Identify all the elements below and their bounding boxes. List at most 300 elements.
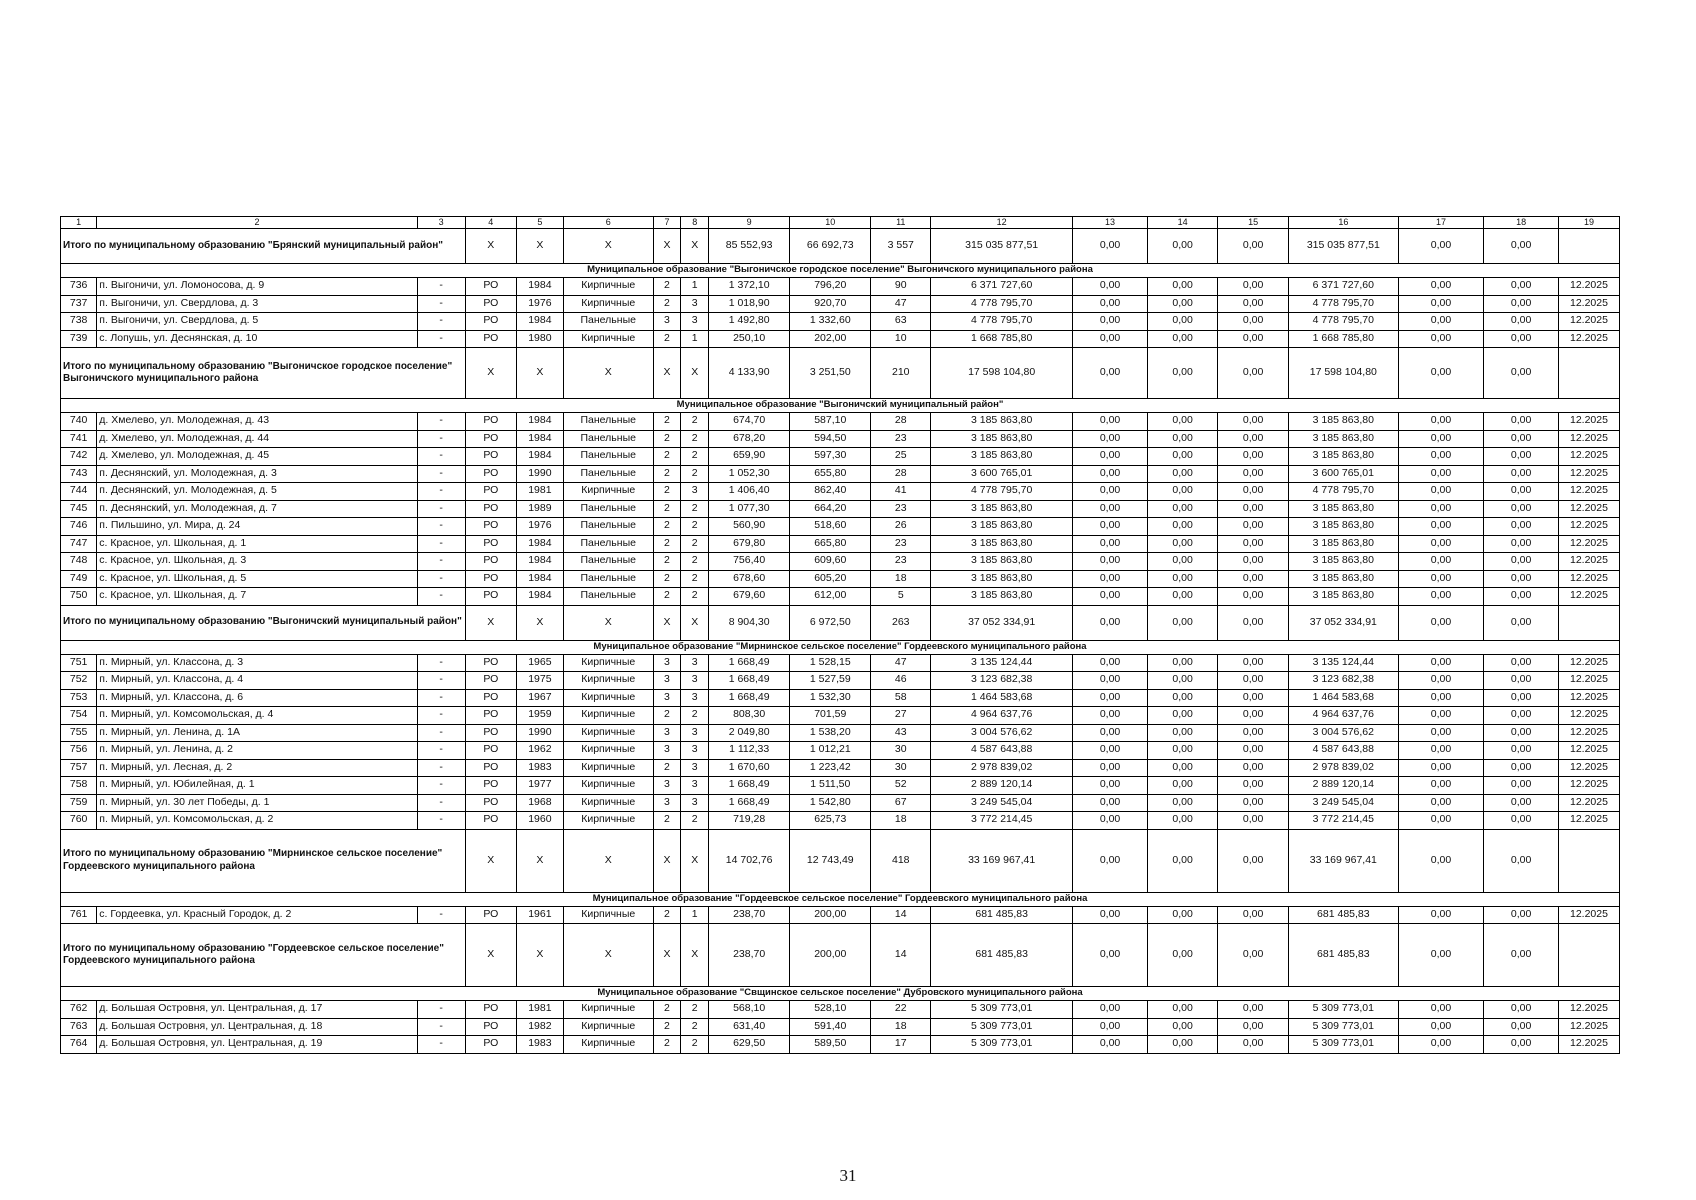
data-cell-col-10: 664,20 bbox=[790, 500, 871, 518]
data-cell-col-19: 12.2025 bbox=[1558, 1001, 1619, 1019]
data-cell-col-9: 659,90 bbox=[709, 448, 790, 466]
data-cell-col-13: 0,00 bbox=[1073, 570, 1148, 588]
data-cell-col-14: 0,00 bbox=[1147, 430, 1217, 448]
data-cell-col-3: - bbox=[417, 906, 465, 924]
data-cell-col-16: 1 464 583,68 bbox=[1288, 689, 1398, 707]
data-cell-col-17: 0,00 bbox=[1398, 430, 1483, 448]
subtotal-cell-col-6: X bbox=[563, 229, 653, 264]
data-cell-col-11: 90 bbox=[871, 278, 931, 296]
data-cell-col-7: 2 bbox=[653, 553, 681, 571]
data-cell-col-4: РО bbox=[465, 413, 516, 431]
data-cell-col-16: 3 185 863,80 bbox=[1288, 553, 1398, 571]
address-cell: п. Деснянский, ул. Молодежная, д. 3 bbox=[97, 465, 417, 483]
data-cell-col-4: РО bbox=[465, 794, 516, 812]
subtotal-cell-col-5: X bbox=[516, 348, 563, 399]
data-cell-col-4: РО bbox=[465, 295, 516, 313]
data-cell-col-8: 3 bbox=[681, 295, 709, 313]
subtotal-cell-col-4: X bbox=[465, 924, 516, 987]
address-cell: с. Гордеевка, ул. Красный Городок, д. 2 bbox=[97, 906, 417, 924]
data-cell-col-13: 0,00 bbox=[1073, 330, 1148, 348]
subtotal-cell-col-15: 0,00 bbox=[1218, 348, 1288, 399]
row-number-cell: 757 bbox=[61, 759, 97, 777]
row-number-cell: 748 bbox=[61, 553, 97, 571]
data-cell-col-8: 1 bbox=[681, 906, 709, 924]
data-cell-col-4: РО bbox=[465, 448, 516, 466]
data-cell-col-3: - bbox=[417, 1018, 465, 1036]
data-cell-col-18: 0,00 bbox=[1484, 448, 1559, 466]
data-cell-col-17: 0,00 bbox=[1398, 295, 1483, 313]
data-cell-col-5: 1976 bbox=[516, 518, 563, 536]
subtotal-cell-col-16: 315 035 877,51 bbox=[1288, 229, 1398, 264]
data-cell-col-18: 0,00 bbox=[1484, 518, 1559, 536]
data-cell-col-14: 0,00 bbox=[1147, 535, 1217, 553]
address-cell: п. Мирный, ул. Классона, д. 4 bbox=[97, 672, 417, 690]
address-cell: д. Большая Островня, ул. Центральная, д. 19 bbox=[97, 1036, 417, 1054]
data-cell-col-11: 5 bbox=[871, 588, 931, 606]
data-cell-col-14: 0,00 bbox=[1147, 413, 1217, 431]
data-cell-col-7: 3 bbox=[653, 672, 681, 690]
data-cell-col-7: 2 bbox=[653, 588, 681, 606]
section-header-row bbox=[61, 264, 1620, 278]
column-number-16: 16 bbox=[1288, 217, 1398, 229]
column-number-9: 9 bbox=[709, 217, 790, 229]
row-number-cell: 742 bbox=[61, 448, 97, 466]
data-cell-col-9: 719,28 bbox=[709, 812, 790, 830]
data-cell-col-17: 0,00 bbox=[1398, 707, 1483, 725]
data-cell-col-8: 2 bbox=[681, 707, 709, 725]
data-cell-col-12: 3 185 863,80 bbox=[931, 448, 1073, 466]
data-cell-col-12: 3 185 863,80 bbox=[931, 413, 1073, 431]
data-cell-col-6: Панельные bbox=[563, 465, 653, 483]
data-cell-col-12: 3 185 863,80 bbox=[931, 570, 1073, 588]
data-cell-col-7: 2 bbox=[653, 518, 681, 536]
data-cell-col-14: 0,00 bbox=[1147, 654, 1217, 672]
data-cell-col-11: 67 bbox=[871, 794, 931, 812]
data-cell-col-19: 12.2025 bbox=[1558, 500, 1619, 518]
section-header-row bbox=[61, 399, 1620, 413]
data-cell-col-11: 47 bbox=[871, 295, 931, 313]
data-cell-col-8: 3 bbox=[681, 724, 709, 742]
data-cell-col-3: - bbox=[417, 570, 465, 588]
table-row bbox=[61, 553, 1620, 571]
data-cell-col-13: 0,00 bbox=[1073, 518, 1148, 536]
data-cell-col-4: РО bbox=[465, 553, 516, 571]
subtotal-cell-col-10: 6 972,50 bbox=[790, 605, 871, 640]
data-cell-col-15: 0,00 bbox=[1218, 588, 1288, 606]
data-cell-col-18: 0,00 bbox=[1484, 724, 1559, 742]
data-cell-col-12: 3 185 863,80 bbox=[931, 553, 1073, 571]
data-cell-col-12: 3 600 765,01 bbox=[931, 465, 1073, 483]
table-row bbox=[61, 794, 1620, 812]
data-cell-col-12: 4 778 795,70 bbox=[931, 313, 1073, 331]
data-cell-col-14: 0,00 bbox=[1147, 313, 1217, 331]
data-cell-col-7: 2 bbox=[653, 278, 681, 296]
data-cell-col-13: 0,00 bbox=[1073, 588, 1148, 606]
data-cell-col-18: 0,00 bbox=[1484, 707, 1559, 725]
data-cell-col-16: 3 185 863,80 bbox=[1288, 430, 1398, 448]
data-cell-col-7: 2 bbox=[653, 500, 681, 518]
data-cell-col-15: 0,00 bbox=[1218, 430, 1288, 448]
subtotal-cell-col-13: 0,00 bbox=[1073, 924, 1148, 987]
data-cell-col-4: РО bbox=[465, 724, 516, 742]
data-cell-col-6: Панельные bbox=[563, 448, 653, 466]
data-cell-col-4: РО bbox=[465, 812, 516, 830]
data-cell-col-6: Панельные bbox=[563, 570, 653, 588]
data-cell-col-16: 3 185 863,80 bbox=[1288, 518, 1398, 536]
subtotal-cell-col-7: X bbox=[653, 229, 681, 264]
data-cell-col-3: - bbox=[417, 794, 465, 812]
data-cell-col-15: 0,00 bbox=[1218, 278, 1288, 296]
data-cell-col-9: 1 018,90 bbox=[709, 295, 790, 313]
data-cell-col-16: 4 778 795,70 bbox=[1288, 313, 1398, 331]
data-cell-col-5: 1976 bbox=[516, 295, 563, 313]
data-cell-col-4: РО bbox=[465, 1001, 516, 1019]
data-cell-col-12: 2 889 120,14 bbox=[931, 777, 1073, 795]
data-cell-col-4: РО bbox=[465, 518, 516, 536]
data-cell-col-19: 12.2025 bbox=[1558, 812, 1619, 830]
data-cell-col-8: 1 bbox=[681, 278, 709, 296]
data-cell-col-8: 2 bbox=[681, 465, 709, 483]
table-row bbox=[61, 535, 1620, 553]
data-cell-col-18: 0,00 bbox=[1484, 689, 1559, 707]
data-cell-col-8: 2 bbox=[681, 588, 709, 606]
data-cell-col-19: 12.2025 bbox=[1558, 518, 1619, 536]
row-number-cell: 744 bbox=[61, 483, 97, 501]
subtotal-cell-col-16: 681 485,83 bbox=[1288, 924, 1398, 987]
data-cell-col-14: 0,00 bbox=[1147, 724, 1217, 742]
data-cell-col-16: 4 587 643,88 bbox=[1288, 742, 1398, 760]
data-cell-col-14: 0,00 bbox=[1147, 1018, 1217, 1036]
data-cell-col-6: Кирпичные bbox=[563, 724, 653, 742]
data-cell-col-12: 4 778 795,70 bbox=[931, 295, 1073, 313]
data-cell-col-15: 0,00 bbox=[1218, 906, 1288, 924]
subtotal-cell-col-8: X bbox=[681, 229, 709, 264]
data-cell-col-5: 1977 bbox=[516, 777, 563, 795]
address-cell: д. Хмелево, ул. Молодежная, д. 43 bbox=[97, 413, 417, 431]
data-cell-col-18: 0,00 bbox=[1484, 654, 1559, 672]
data-cell-col-8: 2 bbox=[681, 413, 709, 431]
address-cell: д. Хмелево, ул. Молодежная, д. 44 bbox=[97, 430, 417, 448]
table-row bbox=[61, 588, 1620, 606]
section-header-row bbox=[61, 640, 1620, 654]
data-cell-col-18: 0,00 bbox=[1484, 588, 1559, 606]
data-cell-col-19: 12.2025 bbox=[1558, 278, 1619, 296]
data-cell-col-7: 2 bbox=[653, 413, 681, 431]
data-cell-col-10: 1 528,15 bbox=[790, 654, 871, 672]
subtotal-label: Итого по муниципальному образованию "Гордеевское сельское поселение" Гордеевского муниципального района bbox=[61, 924, 466, 987]
column-number-12: 12 bbox=[931, 217, 1073, 229]
data-cell-col-6: Кирпичные bbox=[563, 812, 653, 830]
data-cell-col-12: 3 185 863,80 bbox=[931, 588, 1073, 606]
data-cell-col-16: 3 772 214,45 bbox=[1288, 812, 1398, 830]
data-cell-col-10: 1 542,80 bbox=[790, 794, 871, 812]
data-cell-col-9: 1 670,60 bbox=[709, 759, 790, 777]
data-cell-col-10: 1 527,59 bbox=[790, 672, 871, 690]
data-cell-col-16: 2 978 839,02 bbox=[1288, 759, 1398, 777]
subtotal-cell-col-18: 0,00 bbox=[1484, 924, 1559, 987]
data-cell-col-4: РО bbox=[465, 654, 516, 672]
data-cell-col-9: 1 112,33 bbox=[709, 742, 790, 760]
table-row bbox=[61, 413, 1620, 431]
subtotal-cell-col-18: 0,00 bbox=[1484, 829, 1559, 892]
data-cell-col-4: РО bbox=[465, 330, 516, 348]
data-cell-col-11: 26 bbox=[871, 518, 931, 536]
data-cell-col-13: 0,00 bbox=[1073, 1001, 1148, 1019]
subtotal-label: Итого по муниципальному образованию "Выгоничское городское поселение" Выгоничского муниципального района bbox=[61, 348, 466, 399]
address-cell: п. Пильшино, ул. Мира, д. 24 bbox=[97, 518, 417, 536]
data-cell-col-15: 0,00 bbox=[1218, 759, 1288, 777]
table-row bbox=[61, 759, 1620, 777]
data-cell-col-12: 5 309 773,01 bbox=[931, 1001, 1073, 1019]
data-cell-col-7: 2 bbox=[653, 430, 681, 448]
data-cell-col-4: РО bbox=[465, 689, 516, 707]
data-cell-col-17: 0,00 bbox=[1398, 535, 1483, 553]
data-cell-col-10: 1 511,50 bbox=[790, 777, 871, 795]
data-cell-col-9: 1 406,40 bbox=[709, 483, 790, 501]
data-cell-col-6: Кирпичные bbox=[563, 759, 653, 777]
data-cell-col-5: 1961 bbox=[516, 906, 563, 924]
data-cell-col-8: 3 bbox=[681, 672, 709, 690]
subtotal-cell-col-13: 0,00 bbox=[1073, 829, 1148, 892]
column-number-19: 19 bbox=[1558, 217, 1619, 229]
data-cell-col-3: - bbox=[417, 654, 465, 672]
address-cell: с. Лопушь, ул. Деснянская, д. 10 bbox=[97, 330, 417, 348]
data-cell-col-8: 2 bbox=[681, 570, 709, 588]
data-cell-col-12: 2 978 839,02 bbox=[931, 759, 1073, 777]
data-cell-col-3: - bbox=[417, 330, 465, 348]
data-cell-col-17: 0,00 bbox=[1398, 330, 1483, 348]
section-title: Муниципальное образование "Выгоничское городское поселение" Выгоничского муниципального района bbox=[61, 264, 1620, 278]
data-cell-col-17: 0,00 bbox=[1398, 570, 1483, 588]
subtotal-cell-col-10: 200,00 bbox=[790, 924, 871, 987]
data-cell-col-12: 3 004 576,62 bbox=[931, 724, 1073, 742]
data-cell-col-17: 0,00 bbox=[1398, 1036, 1483, 1054]
data-cell-col-8: 2 bbox=[681, 448, 709, 466]
data-cell-col-9: 631,40 bbox=[709, 1018, 790, 1036]
data-cell-col-19: 12.2025 bbox=[1558, 689, 1619, 707]
subtotal-cell-col-8: X bbox=[681, 829, 709, 892]
data-cell-col-15: 0,00 bbox=[1218, 1001, 1288, 1019]
subtotal-cell-col-13: 0,00 bbox=[1073, 229, 1148, 264]
data-cell-col-12: 3 135 124,44 bbox=[931, 654, 1073, 672]
data-cell-col-3: - bbox=[417, 724, 465, 742]
data-cell-col-11: 23 bbox=[871, 500, 931, 518]
table-row bbox=[61, 777, 1620, 795]
subtotal-cell-col-8: X bbox=[681, 348, 709, 399]
data-cell-col-15: 0,00 bbox=[1218, 777, 1288, 795]
data-cell-col-18: 0,00 bbox=[1484, 553, 1559, 571]
data-cell-col-6: Панельные bbox=[563, 553, 653, 571]
data-cell-col-19: 12.2025 bbox=[1558, 483, 1619, 501]
data-cell-col-17: 0,00 bbox=[1398, 518, 1483, 536]
data-cell-col-3: - bbox=[417, 430, 465, 448]
subtotal-cell-col-16: 33 169 967,41 bbox=[1288, 829, 1398, 892]
data-cell-col-19: 12.2025 bbox=[1558, 313, 1619, 331]
data-cell-col-7: 3 bbox=[653, 794, 681, 812]
data-cell-col-18: 0,00 bbox=[1484, 906, 1559, 924]
data-cell-col-16: 4 778 795,70 bbox=[1288, 295, 1398, 313]
data-cell-col-10: 202,00 bbox=[790, 330, 871, 348]
table-row bbox=[61, 707, 1620, 725]
row-number-cell: 746 bbox=[61, 518, 97, 536]
data-cell-col-18: 0,00 bbox=[1484, 777, 1559, 795]
data-cell-col-8: 1 bbox=[681, 330, 709, 348]
data-cell-col-4: РО bbox=[465, 588, 516, 606]
data-cell-col-6: Панельные bbox=[563, 518, 653, 536]
data-cell-col-6: Кирпичные bbox=[563, 777, 653, 795]
data-cell-col-6: Панельные bbox=[563, 413, 653, 431]
data-cell-col-6: Кирпичные bbox=[563, 689, 653, 707]
data-cell-col-13: 0,00 bbox=[1073, 906, 1148, 924]
data-cell-col-5: 1968 bbox=[516, 794, 563, 812]
data-cell-col-7: 2 bbox=[653, 448, 681, 466]
data-cell-col-18: 0,00 bbox=[1484, 278, 1559, 296]
data-cell-col-15: 0,00 bbox=[1218, 707, 1288, 725]
table-row bbox=[61, 313, 1620, 331]
column-number-5: 5 bbox=[516, 217, 563, 229]
data-cell-col-16: 6 371 727,60 bbox=[1288, 278, 1398, 296]
data-cell-col-14: 0,00 bbox=[1147, 777, 1217, 795]
address-cell: п. Мирный, ул. Юбилейная, д. 1 bbox=[97, 777, 417, 795]
data-cell-col-3: - bbox=[417, 777, 465, 795]
data-cell-col-18: 0,00 bbox=[1484, 295, 1559, 313]
data-cell-col-3: - bbox=[417, 553, 465, 571]
data-cell-col-13: 0,00 bbox=[1073, 535, 1148, 553]
data-cell-col-4: РО bbox=[465, 707, 516, 725]
row-number-cell: 752 bbox=[61, 672, 97, 690]
data-cell-col-3: - bbox=[417, 707, 465, 725]
data-cell-col-14: 0,00 bbox=[1147, 570, 1217, 588]
row-number-cell: 759 bbox=[61, 794, 97, 812]
data-cell-col-16: 3 600 765,01 bbox=[1288, 465, 1398, 483]
data-cell-col-10: 625,73 bbox=[790, 812, 871, 830]
data-cell-col-7: 2 bbox=[653, 465, 681, 483]
address-cell: п. Выгоничи, ул. Свердлова, д. 3 bbox=[97, 295, 417, 313]
data-cell-col-10: 862,40 bbox=[790, 483, 871, 501]
data-cell-col-15: 0,00 bbox=[1218, 794, 1288, 812]
data-cell-col-10: 609,60 bbox=[790, 553, 871, 571]
data-cell-col-4: РО bbox=[465, 500, 516, 518]
subtotal-cell-col-5: X bbox=[516, 829, 563, 892]
data-cell-col-14: 0,00 bbox=[1147, 812, 1217, 830]
column-number-6: 6 bbox=[563, 217, 653, 229]
data-cell-col-19: 12.2025 bbox=[1558, 465, 1619, 483]
data-cell-col-17: 0,00 bbox=[1398, 1001, 1483, 1019]
data-cell-col-11: 52 bbox=[871, 777, 931, 795]
subtotal-cell-col-19 bbox=[1558, 829, 1619, 892]
data-cell-col-12: 3 185 863,80 bbox=[931, 518, 1073, 536]
subtotal-cell-col-16: 17 598 104,80 bbox=[1288, 348, 1398, 399]
data-cell-col-17: 0,00 bbox=[1398, 794, 1483, 812]
data-cell-col-4: РО bbox=[465, 313, 516, 331]
data-cell-col-11: 10 bbox=[871, 330, 931, 348]
data-cell-col-6: Панельные bbox=[563, 535, 653, 553]
subtotal-cell-col-19 bbox=[1558, 605, 1619, 640]
data-cell-col-5: 1981 bbox=[516, 483, 563, 501]
subtotal-cell-col-11: 3 557 bbox=[871, 229, 931, 264]
table-row bbox=[61, 812, 1620, 830]
data-cell-col-13: 0,00 bbox=[1073, 707, 1148, 725]
column-number-11: 11 bbox=[871, 217, 931, 229]
data-cell-col-8: 3 bbox=[681, 777, 709, 795]
data-cell-col-9: 678,60 bbox=[709, 570, 790, 588]
data-cell-col-7: 2 bbox=[653, 330, 681, 348]
address-cell: п. Мирный, ул. Классона, д. 6 bbox=[97, 689, 417, 707]
data-cell-col-17: 0,00 bbox=[1398, 483, 1483, 501]
data-cell-col-9: 1 372,10 bbox=[709, 278, 790, 296]
row-number-cell: 764 bbox=[61, 1036, 97, 1054]
data-cell-col-17: 0,00 bbox=[1398, 448, 1483, 466]
subtotal-cell-col-12: 37 052 334,91 bbox=[931, 605, 1073, 640]
data-cell-col-8: 3 bbox=[681, 759, 709, 777]
address-cell: с. Красное, ул. Школьная, д. 7 bbox=[97, 588, 417, 606]
data-cell-col-15: 0,00 bbox=[1218, 689, 1288, 707]
data-cell-col-14: 0,00 bbox=[1147, 295, 1217, 313]
data-cell-col-13: 0,00 bbox=[1073, 654, 1148, 672]
data-cell-col-3: - bbox=[417, 689, 465, 707]
data-cell-col-9: 1 492,80 bbox=[709, 313, 790, 331]
data-cell-col-17: 0,00 bbox=[1398, 413, 1483, 431]
data-cell-col-7: 3 bbox=[653, 313, 681, 331]
subtotal-cell-col-17: 0,00 bbox=[1398, 348, 1483, 399]
data-cell-col-6: Панельные bbox=[563, 313, 653, 331]
data-cell-col-11: 28 bbox=[871, 413, 931, 431]
data-cell-col-19: 12.2025 bbox=[1558, 759, 1619, 777]
data-cell-col-15: 0,00 bbox=[1218, 724, 1288, 742]
data-cell-col-13: 0,00 bbox=[1073, 430, 1148, 448]
column-number-8: 8 bbox=[681, 217, 709, 229]
data-cell-col-12: 6 371 727,60 bbox=[931, 278, 1073, 296]
data-cell-col-3: - bbox=[417, 278, 465, 296]
data-cell-col-4: РО bbox=[465, 777, 516, 795]
subtotal-cell-col-10: 3 251,50 bbox=[790, 348, 871, 399]
data-cell-col-5: 1984 bbox=[516, 570, 563, 588]
section-title: Муниципальное образование "Выгоничский муниципальный район" bbox=[61, 399, 1620, 413]
data-cell-col-18: 0,00 bbox=[1484, 1018, 1559, 1036]
subtotal-cell-col-11: 14 bbox=[871, 924, 931, 987]
data-cell-col-13: 0,00 bbox=[1073, 465, 1148, 483]
table-row bbox=[61, 1018, 1620, 1036]
data-cell-col-5: 1984 bbox=[516, 413, 563, 431]
subtotal-label: Итого по муниципальному образованию "Брянский муниципальный район" bbox=[61, 229, 466, 264]
data-cell-col-19: 12.2025 bbox=[1558, 724, 1619, 742]
data-cell-col-13: 0,00 bbox=[1073, 500, 1148, 518]
data-cell-col-19: 12.2025 bbox=[1558, 413, 1619, 431]
subtotal-cell-col-5: X bbox=[516, 229, 563, 264]
data-cell-col-18: 0,00 bbox=[1484, 330, 1559, 348]
data-cell-col-15: 0,00 bbox=[1218, 654, 1288, 672]
subtotal-cell-col-14: 0,00 bbox=[1147, 605, 1217, 640]
data-cell-col-16: 4 964 637,76 bbox=[1288, 707, 1398, 725]
subtotal-cell-col-4: X bbox=[465, 829, 516, 892]
data-cell-col-13: 0,00 bbox=[1073, 689, 1148, 707]
table-row bbox=[61, 672, 1620, 690]
table-row bbox=[61, 295, 1620, 313]
data-cell-col-17: 0,00 bbox=[1398, 759, 1483, 777]
data-cell-col-7: 2 bbox=[653, 570, 681, 588]
data-cell-col-12: 5 309 773,01 bbox=[931, 1018, 1073, 1036]
data-cell-col-3: - bbox=[417, 588, 465, 606]
data-cell-col-4: РО bbox=[465, 535, 516, 553]
data-cell-col-12: 4 587 643,88 bbox=[931, 742, 1073, 760]
data-cell-col-18: 0,00 bbox=[1484, 1001, 1559, 1019]
data-cell-col-10: 655,80 bbox=[790, 465, 871, 483]
data-cell-col-19: 12.2025 bbox=[1558, 330, 1619, 348]
subtotal-row bbox=[61, 229, 1620, 264]
subtotal-cell-col-19 bbox=[1558, 924, 1619, 987]
subtotal-cell-col-9: 4 133,90 bbox=[709, 348, 790, 399]
data-cell-col-11: 22 bbox=[871, 1001, 931, 1019]
